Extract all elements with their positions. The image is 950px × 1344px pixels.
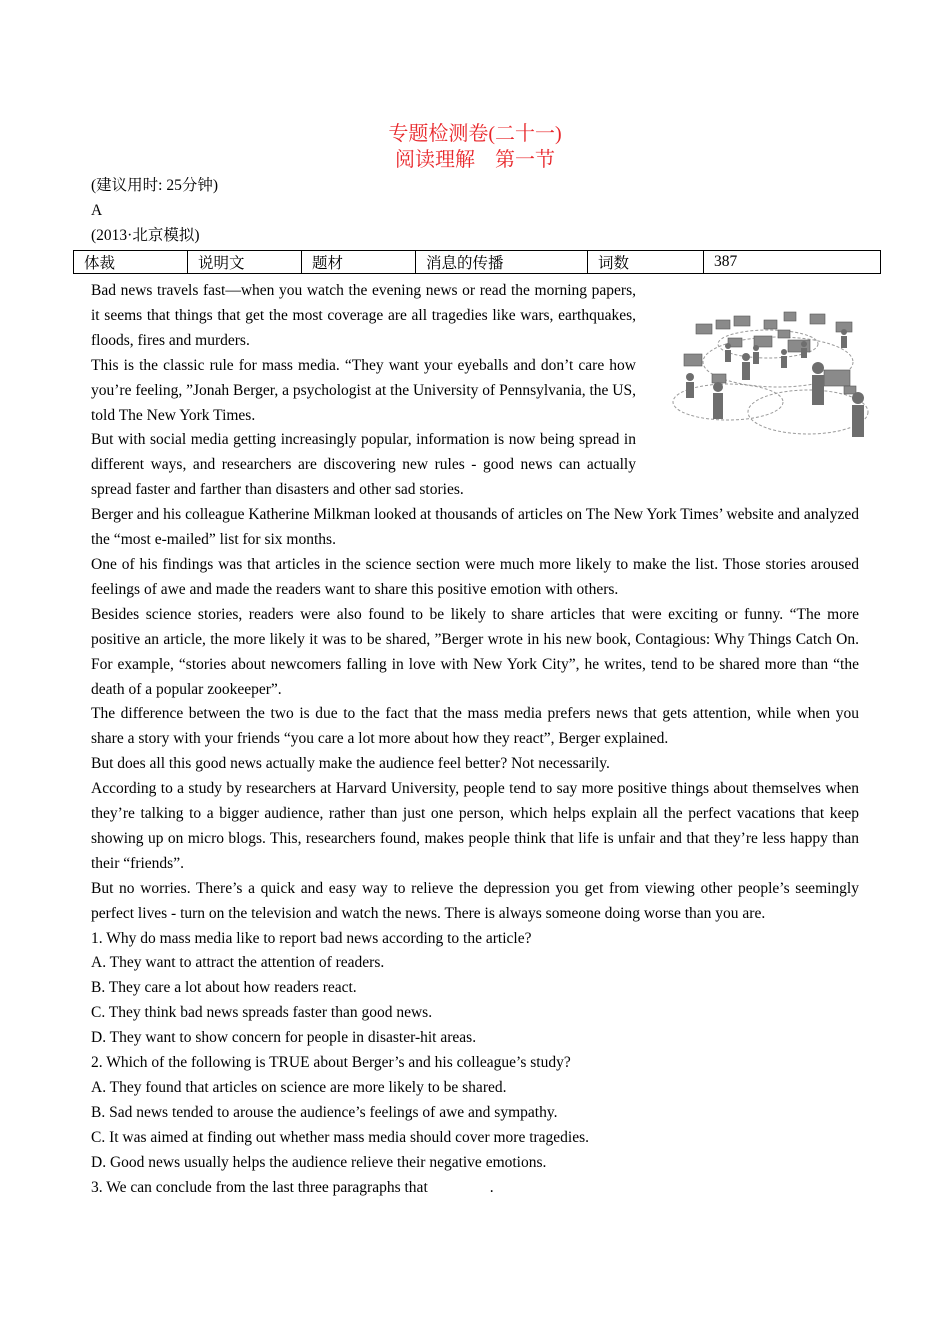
passage-paragraph-6: Besides science stories, readers were also found to be likely to share articles that were exciting or funny. “The more positive an article, the more likely it was to be shared, ”Berger wrote in his new book, Contagious: Why Things Catch On. For example, “stories about newcomers falling in love with New York City”, he writes, tend to be shared more than “the death of a popular zookeeper”. [91,605,859,698]
passage-paragraph-10: But no worries. There’s a quick and easy way to relieve the depression you get from viewing other people’s seemingly perfect lives - turn on the television and watch the news. There is always someone doing worse than you are. [91,879,859,922]
question-2-option-d: D. Good news usually helps the audience relieve their negative emotions. [91,1153,547,1171]
page-title: 专题检测卷(二十一) [388,123,562,145]
question-1-option-b: B. They care a lot about how readers react. [91,979,357,997]
words-value: 387 [704,251,881,274]
question-2-option-c: C. It was aimed at finding out whether mass media should cover more tragedies. [91,1128,590,1146]
info-table [73,250,881,274]
topic-value: 消息的传播 [416,251,588,274]
source-note: (2013·北京模拟) [91,227,200,244]
passage-paragraph-7: The difference between the two is due to the fact that the mass media prefers news that gets attention, while when you share a story with your friends “you care a lot more about how they react”, Berger explained. [91,705,859,748]
genre-label: 体裁 [74,251,188,274]
passage-paragraph-4: Berger and his colleague Katherine Milkman looked at thousands of articles on The New York Times’ website and analyzed the “most e-mailed” list for six months. [91,506,859,549]
passage-paragraph-5: One of his findings was that articles in the science section were much more likely to make the list. Those stories aroused feelings of awe and made the readers want to share this positive emotion with others. [91,555,859,598]
page-subtitle: 阅读理解 第一节 [395,149,555,171]
words-label: 词数 [588,251,704,274]
question-2-option-b: B. Sad news tended to arouse the audience’s feelings of awe and sympathy. [91,1103,558,1121]
passage [91,279,859,1201]
passage-paragraph-9: According to a study by researchers at Harvard University, people tend to say more positive things about themselves when they’re talking to a bigger audience, rather than just one person, which helps explain all the perfect vacations that keep showing up on micro blogs. This, researchers found, makes people think that life is unfair and that they’re less happy than their “friends”. [91,780,859,872]
passage-paragraph-3: But with social media getting increasingly popular, information is now being spread in different ways, and researchers are discovering new rules - good news can actually spread faster and farther than disasters and other sad stories. [91,431,636,499]
question-2-stem: 2. Which of the following is TRUE about Berger’s and his colleague’s study? [91,1054,571,1072]
section-label: A [91,202,103,219]
question-1-option-c: C. They think bad news spreads faster than good news. [91,1004,433,1022]
passage-paragraph-8: But does all this good news actually make the audience feel better? Not necessarily. [91,755,610,773]
genre-value: 说明文 [188,251,302,274]
topic-label: 题材 [302,251,416,274]
question-1-stem: 1. Why do mass media like to report bad news according to the article? [91,929,532,947]
question-2-option-a: A. They found that articles on science are more likely to be shared. [91,1079,507,1096]
passage-paragraph-2: This is the classic rule for mass media. “They want your eyeballs and don’t care how you’re feeling, ”Jonah Berger, a psychologist at the University of Pennsylvania, the US, told The New York Times. [91,356,636,424]
question-1-option-a: A. They want to attract the attention of readers. [91,954,385,972]
question-3-stem: 3. We can conclude from the last three paragraphs that . [91,1178,494,1196]
question-1-option-d: D. They want to show concern for people in disaster-hit areas. [91,1029,477,1047]
table-row [74,251,881,274]
passage-paragraph-1: Bad news travels fast—when you watch the evening news or read the morning papers, it seems that things that get the most coverage are all tragedies like wars, earthquakes, floods, fires and murders. [91,282,636,349]
time-note: (建议用时: 25分钟) [91,177,219,194]
